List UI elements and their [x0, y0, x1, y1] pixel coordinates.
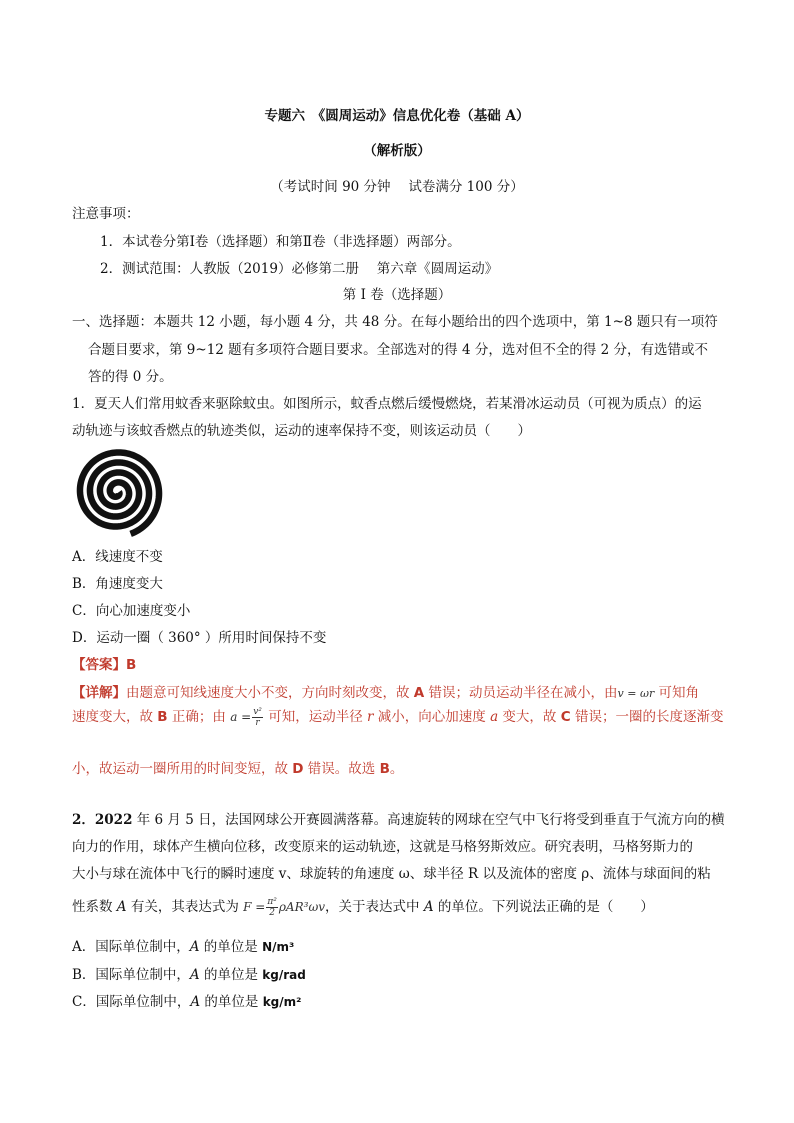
- option-text: 的单位是: [199, 939, 263, 955]
- detail-text: 可知，运动半径: [263, 709, 368, 725]
- page-title: 专题六 《圆周运动》信息优化卷（基础 A）: [264, 108, 530, 124]
- formula-a: a =: [230, 710, 252, 724]
- q2-stem-line-3: 大小与球在流体中飞行的瞬时速度 v、球旋转的角速度 ω、球半径 R 以及流体的密度 ρ、流体与球面间的粘: [72, 866, 711, 882]
- notice-item-2: 2．测试范围：人教版（2019）必修第二册 第六章《圆周运动》: [100, 261, 499, 277]
- unit: N/m³: [262, 940, 295, 954]
- detail-text: 。: [389, 761, 404, 777]
- option-text: B．国际单位制中，: [72, 967, 190, 983]
- q2-number: 2．2022: [72, 812, 133, 828]
- exam-info: （考试时间 90 分钟 试卷满分 100 分）: [270, 179, 524, 195]
- fraction-denominator: r: [255, 718, 260, 728]
- option-text: C．国际单位制中，: [72, 994, 191, 1010]
- q1-answer: [72, 653, 136, 673]
- formula-fraction: [252, 707, 263, 728]
- answer-label: 【答案】: [72, 657, 126, 673]
- q1-stem-line-2: 动轨迹与该蚊香燃点的轨迹类似，运动的速率保持不变，则该运动员（ ）: [72, 423, 531, 439]
- q2-option-c: [72, 990, 301, 1010]
- option-text: A．国际单位制中，: [72, 939, 190, 955]
- var-A: A: [189, 967, 200, 983]
- section-intro-line-2: 合题目要求，第 9~12 题有多项符合题目要求。全部选对的得 4 分，选对但不全的得 2 分，有选错或不: [88, 342, 709, 358]
- q2-option-b: [72, 963, 306, 983]
- fraction-denominator: 2: [269, 908, 275, 918]
- detail-text: 错误。故选: [303, 761, 380, 777]
- detail-text: 减小，向心加速度: [373, 709, 491, 725]
- detail-text: 速度变大，故: [72, 709, 158, 725]
- section-intro-line-1: 一、选择题：本题共 12 小题，每小题 4 分，共 48 分。在每小题给出的四个选项中，第 1~8 题只有一项符: [72, 314, 718, 330]
- detail-text: 可知角: [654, 685, 699, 701]
- spiral-path: [80, 452, 159, 533]
- option-text: 的单位是: [200, 994, 263, 1010]
- answer-value: B: [126, 657, 137, 673]
- formula-fraction: [266, 897, 278, 918]
- unit: kg/m²: [262, 995, 302, 1009]
- section-title: 第 Ⅰ 卷（选择题）: [342, 287, 452, 303]
- q2-stem-line-4: [72, 895, 654, 918]
- var-a: a: [490, 709, 499, 725]
- detail-text: 小，故运动一圈所用的时间变短，故: [72, 761, 293, 777]
- detail-option-ref: C: [560, 709, 571, 725]
- formula-body: ρAR³ωv: [278, 900, 326, 914]
- q2-text: ，关于表达式中: [325, 899, 424, 915]
- section-intro-line-3: 答的得 0 分。: [88, 369, 173, 385]
- q1-option-d: D．运动一圈（ 360° ）所用时间保持不变: [72, 630, 327, 646]
- q2-stem-line-1: [72, 808, 725, 828]
- var-A: A: [189, 939, 200, 955]
- q1-detail-line-2: [72, 705, 723, 728]
- fraction-numerator: v²: [253, 707, 262, 717]
- detail-option-ref: D: [292, 761, 304, 777]
- fraction-numerator: π²: [267, 897, 277, 907]
- q2-text: 年 6 月 5 日，法国网球公开赛圆满落幕。高速旋转的网球在空气中飞行将受到垂直于气流方向的横: [132, 812, 725, 828]
- var-A: A: [116, 899, 127, 915]
- detail-text: 错误；一圈的长度逐渐变: [570, 709, 724, 725]
- detail-label: 【详解】: [72, 685, 126, 701]
- unit: kg/rad: [262, 968, 306, 982]
- q2-text: 有关，其表达式为: [126, 899, 244, 915]
- detail-text: 由题意可知线速度大小不变，方向时刻改变，故: [126, 685, 414, 701]
- detail-text: 变大，故: [498, 709, 561, 725]
- detail-text: 错误；动员运动半径在减小，由: [424, 685, 618, 701]
- q2-option-a: [72, 935, 294, 955]
- q2-text: 性系数: [72, 899, 117, 915]
- formula-F: F =: [243, 900, 266, 914]
- notice-heading: 注意事项：: [72, 206, 140, 222]
- detail-text: 正确；由: [167, 709, 231, 725]
- page-subtitle: （解析版）: [363, 143, 431, 159]
- notice-item-1: 1．本试卷分第Ⅰ卷（选择题）和第Ⅱ卷（非选择题）两部分。: [100, 234, 461, 250]
- q1-option-a: A．线速度不变: [72, 549, 163, 565]
- q2-stem-line-2: 向力的作用，球体产生横向位移，改变原来的运动轨迹，这就是马格努斯效应。研究表明，马格努斯力的: [72, 839, 693, 855]
- detail-option-ref: B: [379, 761, 390, 777]
- q1-option-b: B．角速度变大: [72, 576, 163, 592]
- detail-option-ref: B: [157, 709, 168, 725]
- q2-text: 的单位。下列说法正确的是（ ）: [433, 899, 654, 915]
- q1-detail-line-1: [72, 681, 699, 701]
- q1-option-c: C．向心加速度变小: [72, 603, 191, 619]
- var-r: r: [367, 709, 374, 725]
- q1-stem-line-1: 1．夏天人们常用蚊香来驱除蚊虫。如图所示，蚊香点燃后缓慢燃烧，若某滑冰运动员（可视为质点）的运: [72, 396, 702, 412]
- mosquito-coil-spiral-figure: [70, 444, 170, 544]
- var-A: A: [423, 899, 434, 915]
- detail-option-ref: A: [413, 685, 425, 701]
- var-A: A: [190, 994, 201, 1010]
- formula-v-omega-r: v = ωr: [617, 687, 655, 700]
- q1-detail-line-3: [72, 757, 403, 777]
- option-text: 的单位是: [199, 967, 263, 983]
